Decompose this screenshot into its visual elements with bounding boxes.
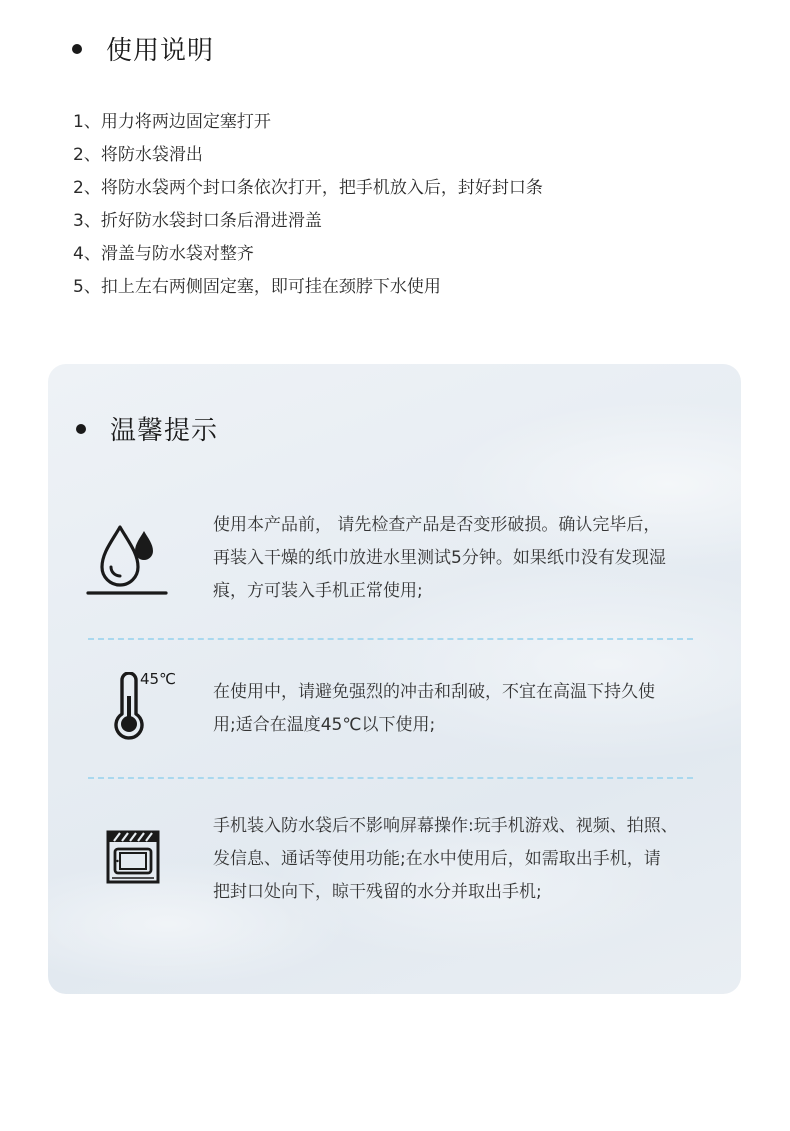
- usage-step: 3、折好防水袋封口条后滑进滑盖: [73, 211, 322, 231]
- bullet-dot-icon: [76, 424, 86, 434]
- usage-title: 使用说明: [106, 36, 215, 66]
- tips-heading: [76, 410, 218, 447]
- tip-line: 把封口处向下，晾干残留的水分并取出手机;: [213, 882, 542, 902]
- usage-steps-list: [73, 106, 543, 304]
- tip-text: [213, 676, 703, 742]
- tip-line: 用;适合在温度45℃以下使用;: [213, 715, 436, 735]
- usage-step: 2、将防水袋滑出: [73, 145, 203, 165]
- usage-heading: [72, 30, 214, 67]
- usage-step: 1、用力将两边固定塞打开: [73, 112, 271, 132]
- thermometer-icon: [108, 672, 184, 746]
- tip-text: [213, 509, 703, 608]
- usage-step: 4、滑盖与防水袋对整齐: [73, 244, 254, 264]
- tips-card: [48, 364, 741, 994]
- dashed-divider: [88, 638, 693, 640]
- tip-line: 在使用中，请避免强烈的冲击和刮破，不宜在高温下持久使: [213, 682, 655, 702]
- bullet-dot-icon: [72, 44, 82, 54]
- tip-line: 使用本产品前， 请先检查产品是否变形破损。确认完毕后，: [213, 515, 661, 535]
- tips-title: 温馨提示: [110, 416, 219, 446]
- phone-in-bag-icon: [106, 830, 160, 890]
- usage-step: 5、扣上左右两侧固定塞，即可挂在颈脖下水使用: [73, 277, 441, 297]
- tip-line: 发信息、通话等使用功能;在水中使用后，如需取出手机，请: [213, 849, 661, 869]
- tip-line: 再装入干燥的纸巾放进水里测试5分钟。如果纸巾没有发现湿: [213, 548, 666, 568]
- dashed-divider: [88, 777, 693, 779]
- water-drop-icon: [86, 523, 170, 601]
- tip-text: [213, 810, 703, 909]
- usage-step: 2、将防水袋两个封口条依次打开，把手机放入后，封好封口条: [73, 178, 543, 198]
- tip-line: 手机装入防水袋后不影响屏幕操作:玩手机游戏、视频、拍照、: [213, 816, 678, 836]
- tip-line: 痕，方可装入手机正常使用;: [213, 581, 423, 601]
- temperature-label: 45℃: [140, 670, 176, 688]
